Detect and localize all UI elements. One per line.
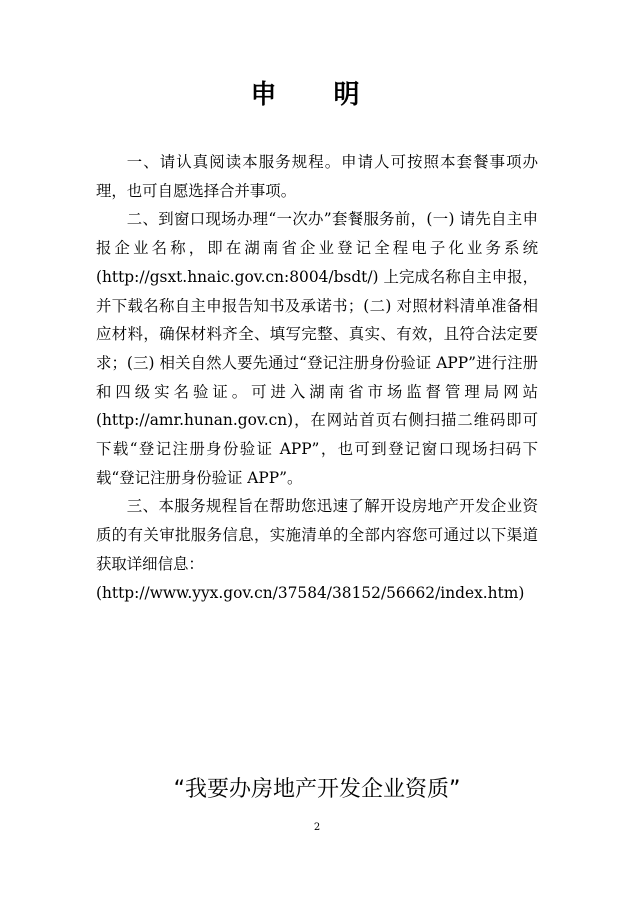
page-number: 2 xyxy=(313,822,321,833)
page-title: 申 明 xyxy=(250,80,384,110)
paragraph-3: 三、本服务规程旨在帮助您迅速了解开设房地产开发企业资质的有关审批服务信息，实施清单的全部内容您可通过以下渠道获取详细信息： xyxy=(96,497,538,573)
paragraph-2: 二、到窗口现场办理“一次办”套餐服务前，(一) 请先自主申报企业名称，即在湖南省企业登记全程电子化业务系统 (http://gsxt.hnaic.gov.cn:8004/bsdt/) 上完成名称自主申报，并下载名称自主申报告知书及承诺书；(二) 对照材料清单准备相应材料，确保材料齐全、填写完整、真实、有效，且符合法定要求；(三) 相关自然人要先通过“登记注册身份验证 APP”进行注册和四级实名验证。可进入湖南省市场监督管理局网站 (http://amr.hunan.gov.cn)，在网站首页右侧扫描二维码即可下载“登记注册身份验证 APP”，也可到登记窗口现场扫码下载“登记注册身份验证 APP”。 xyxy=(96,210,538,487)
service-title: “我要办房地产开发企业资质” xyxy=(173,777,461,802)
paragraph-1: 一、请认真阅读本服务规程。申请人可按照本套餐事项办理，也可自愿选择合并事项。 xyxy=(96,153,538,200)
declaration-body xyxy=(96,148,538,607)
reference-url: (http://www.yyx.gov.cn/37584/38152/56662/index.htm) xyxy=(96,583,525,602)
